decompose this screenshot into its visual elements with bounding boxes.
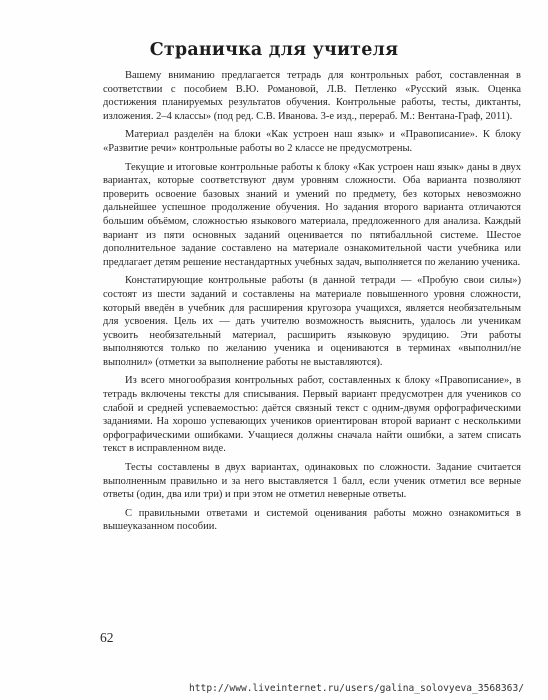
- paragraph-ascertaining-works: Констатирующие контрольные работы (в данной тетради — «Пробую свои силы») состоят из шести заданий и составлены на материале повышенного уровня сложности, который введён в учебник для расширения кругозора учащихся, является необязательным для усвоения. Цель их — дать учителю возможность выяснить, удалось ли ученикам усвоить необязательный материал, расширить языковую эрудицию. Эти работы выполняются только по желанию ученика и оцениваются в терминах «выполнил/не выполнил» (отметки за выполнение работы не выставляются).: [103, 275, 521, 368]
- source-url[interactable]: http://www.liveinternet.ru/users/galina_solovyeva_3568363/: [189, 683, 525, 694]
- paragraph-spelling: Из всего многообразия контрольных работ, составленных к блоку «Правописание», в тетрадь включены тексты для списывания. Первый вариант предусмотрен для учеников со слабой и средней успеваемостью: даётся связный текст с одним-двумя орфографическими заданиями. На хорошо успевающих учеников ориентирован второй вариант с несколькими орфографическими ошибками. Учащиеся должны сначала найти ошибки, а затем списать текст в исправленном виде.: [103, 375, 521, 455]
- page-number: 62: [100, 630, 114, 645]
- paragraph-tests: Тесты составлены в двух вариантах, одинаковых по сложности. Задание считается выполненным правильно и за него выставляется 1 балл, если ученик отметил все верные ответы (один, два или три) и при этом не отметил неверные ответы.: [103, 462, 521, 501]
- paragraph-answers: С правильными ответами и системой оценивания работы можно ознакомиться в вышеуказанном пособии.: [103, 507, 521, 533]
- paragraph-intro: Вашему вниманию предлагается тетрадь для контрольных работ, составленная в соответствии с пособием В.Ю. Романовой, Л.В. Петленко «Русский язык. Оценка достижения планируемых результатов обучения. Контрольные работы, тесты, диктанты, изложения. 2–4 классы» (под ред. С.В. Иванова. 3-е изд., перераб. М.: Вентана-Граф, 2011).: [103, 70, 521, 122]
- paragraph-blocks: Материал разделён на блоки «Как устроен наш язык» и «Правописание». К блоку «Развитие речи» контрольные работы во 2 классе не предусмотрены.: [103, 129, 521, 154]
- body-text: [103, 69, 521, 534]
- paragraph-current-works: Текущие и итоговые контрольные работы к блоку «Как устроен наш язык» даны в двух вариантах, которые соответствуют двум уровням сложности. Оба варианта позволяют проверить освоение базовых знаний и умений по предмету, без которых невозможно дальнейшее успешное продолжение обучения. Но задания второго варианта отличаются большим объёмом, сложностью языкового материала, предложенного для анализа. Каждый вариант из пяти основных заданий оценивается по пятибалльной системе. Шестое дополнительное задание составлено на материале ознакомительной части учебника или предлагает детям решение нестандартных учебных задач, выполняется по желанию ученика.: [103, 161, 521, 268]
- page-title: Страничка для учителя: [149, 40, 399, 60]
